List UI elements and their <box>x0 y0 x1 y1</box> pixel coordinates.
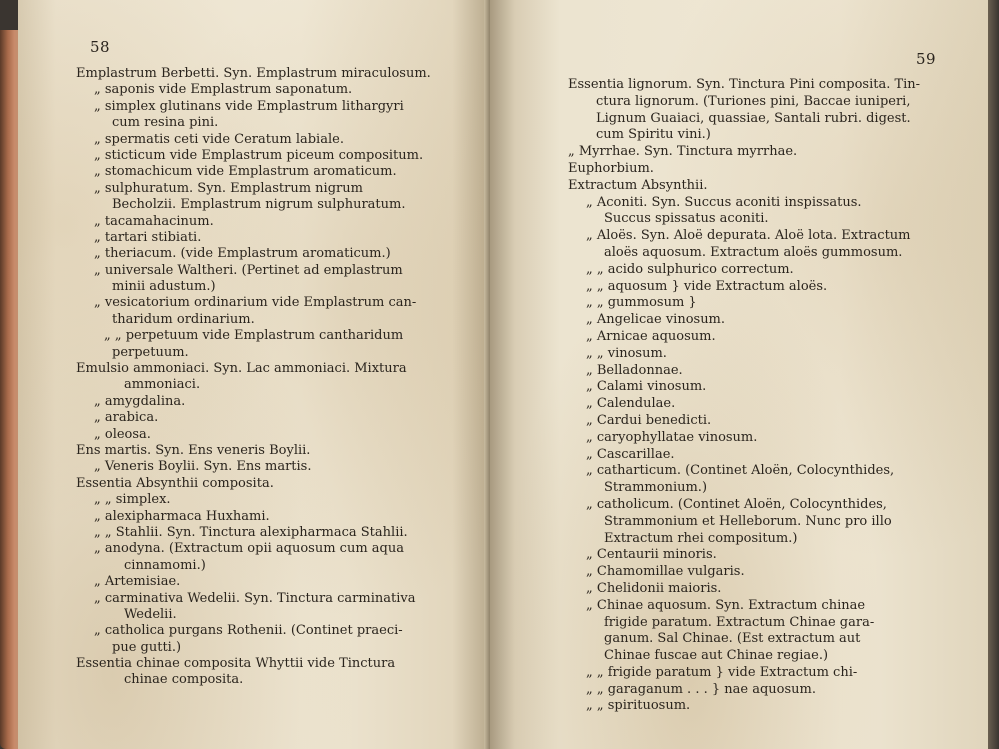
text-line: „ „ frigide paratum } vide Extractum chi- <box>586 664 858 680</box>
left-page <box>18 0 490 749</box>
text-line: „ Veneris Boylii. Syn. Ens martis. <box>94 459 312 475</box>
text-line: aloës aquosum. Extractum aloës gummosum. <box>604 244 903 260</box>
text-line: Strammonium.) <box>604 480 708 496</box>
text-line: „ Arnicae aquosum. <box>586 328 716 344</box>
text-line: „ Cascarillae. <box>586 446 675 462</box>
text-line: chinae composita. <box>124 672 244 688</box>
text-line: pue gutti.) <box>112 639 182 655</box>
text-line: „ „ gummosum } <box>586 295 697 311</box>
text-line: Extractum rhei compositum.) <box>604 530 798 546</box>
text-line: „ anodyna. (Extractum opii aquosum cum aqua <box>94 541 404 557</box>
text-line: „ Calendulae. <box>586 396 676 412</box>
text-line: „ „ Stahlii. Syn. Tinctura alexipharmaca Stahlii. <box>94 524 408 540</box>
text-line: frigide paratum. Extractum Chinae gara- <box>604 614 875 630</box>
text-line: Chinae fuscae aut Chinae regiae.) <box>604 648 829 664</box>
text-line: „ Aloës. Syn. Aloë depurata. Aloë lota. Extractum <box>586 228 911 244</box>
text-line: Extractum Absynthii. <box>568 177 708 193</box>
text-line: „ Calami vinosum. <box>586 379 707 395</box>
text-line: ammoniaci. <box>124 377 201 393</box>
text-line: „ saponis vide Emplastrum saponatum. <box>94 82 353 98</box>
text-line: perpetuum. <box>112 344 189 360</box>
text-line: „ Cardui benedicti. <box>586 412 712 428</box>
text-line: „ „ simplex. <box>94 492 171 508</box>
text-line: „ theriacum. (vide Emplastrum aromaticum.) <box>94 246 391 262</box>
text-line: „ arabica. <box>94 410 159 426</box>
text-line: „ sticticum vide Emplastrum piceum compositum. <box>94 147 424 163</box>
right-page <box>490 0 990 749</box>
text-line: Essentia chinae composita Whyttii vide Tinctura <box>76 656 396 672</box>
text-line: „ catharticum. (Continet Aloën, Colocynthides, <box>586 463 895 479</box>
text-line: „ „ vinosum. <box>586 345 667 361</box>
text-line: „ Myrrhae. Syn. Tinctura myrrhae. <box>568 144 798 160</box>
text-line: Becholzii. Emplastrum nigrum sulphuratum. <box>112 197 406 213</box>
page-number: 58 <box>90 38 111 56</box>
text-line: „ Chelidonii maioris. <box>586 580 722 596</box>
text-line: „ Aconiti. Syn. Succus aconiti inspissatus. <box>586 194 862 210</box>
text-line: „ sulphuratum. Syn. Emplastrum nigrum <box>94 180 363 196</box>
text-line: Succus spissatus aconiti. <box>604 211 769 227</box>
text-line: „ tacamahacinum. <box>94 213 214 229</box>
text-line: Essentia lignorum. Syn. Tinctura Pini composita. Tin- <box>568 77 921 92</box>
text-line: „ stomachicum vide Emplastrum aromaticum. <box>94 164 397 180</box>
text-line: cinnamomi.) <box>124 557 206 573</box>
text-line: „ oleosa. <box>94 426 151 442</box>
text-line: cum resina pini. <box>112 115 219 131</box>
page-number: 59 <box>916 50 937 68</box>
right-page-text <box>568 77 988 715</box>
background-edge <box>988 0 999 749</box>
text-line: Lignum Guaiaci, quassiae, Santali rubri. digest. <box>596 110 911 126</box>
text-line: „ Belladonnae. <box>586 362 683 378</box>
text-line: „ caryophyllatae vinosum. <box>586 429 758 445</box>
text-line: „ tartari stibiati. <box>94 229 202 245</box>
text-line: „ Chamomillae vulgaris. <box>586 564 745 580</box>
text-line: ganum. Sal Chinae. (Est extractum aut <box>604 631 861 647</box>
text-line: „ vesicatorium ordinarium vide Emplastrum can- <box>94 295 417 311</box>
text-line: „ Chinae aquosum. Syn. Extractum chinae <box>586 597 866 613</box>
text-line: „ „ perpetuum vide Emplastrum cantharidum <box>104 328 404 344</box>
text-line: „ Angelicae vinosum. <box>586 312 726 328</box>
text-line: Emulsio ammoniaci. Syn. Lac ammoniaci. Mixtura <box>76 361 407 377</box>
text-line: „ Artemisiae. <box>94 574 181 590</box>
text-line: „ „ aquosum } vide Extractum aloës. <box>586 278 828 294</box>
text-line: „ alexipharmaca Huxhami. <box>94 508 270 524</box>
text-line: „ „ spirituosum. <box>586 698 691 714</box>
text-line: Wedelii. <box>124 606 177 622</box>
text-line: „ simplex glutinans vide Emplastrum lithargyri <box>94 98 404 114</box>
text-line: „ spermatis ceti vide Ceratum labiale. <box>94 131 344 147</box>
text-line: „ catholica purgans Rothenii. (Continet praeci- <box>94 623 403 639</box>
text-line: ctura lignorum. (Turiones pini, Baccae iuniperi, <box>596 93 911 109</box>
left-page-text <box>76 66 476 689</box>
text-line: Essentia Absynthii composita. <box>76 475 274 491</box>
text-line: „ catholicum. (Continet Aloën, Colocynthides, <box>586 496 887 512</box>
text-line: cum Spiritu vini.) <box>596 127 711 143</box>
text-line: minii adustum.) <box>112 279 216 295</box>
text-line: „ amygdalina. <box>94 393 186 409</box>
text-line: tharidum ordinarium. <box>112 311 255 327</box>
text-line: Ens martis. Syn. Ens veneris Boylii. <box>76 442 311 458</box>
text-line: Euphorbium. <box>568 160 654 176</box>
text-line: „ „ acido sulphurico correctum. <box>586 261 794 277</box>
text-line: „ universale Waltheri. (Pertinet ad emplastrum <box>94 262 403 278</box>
text-line: „ carminativa Wedelii. Syn. Tinctura carminativa <box>94 590 416 606</box>
text-line: „ Centaurii minoris. <box>586 547 717 563</box>
text-line: „ „ garaganum . . . } nae aquosum. <box>586 681 816 697</box>
text-line: Emplastrum Berbetti. Syn. Emplastrum miraculosum. <box>76 66 431 81</box>
text-line: Strammonium et Helleborum. Nunc pro illo <box>604 513 892 529</box>
